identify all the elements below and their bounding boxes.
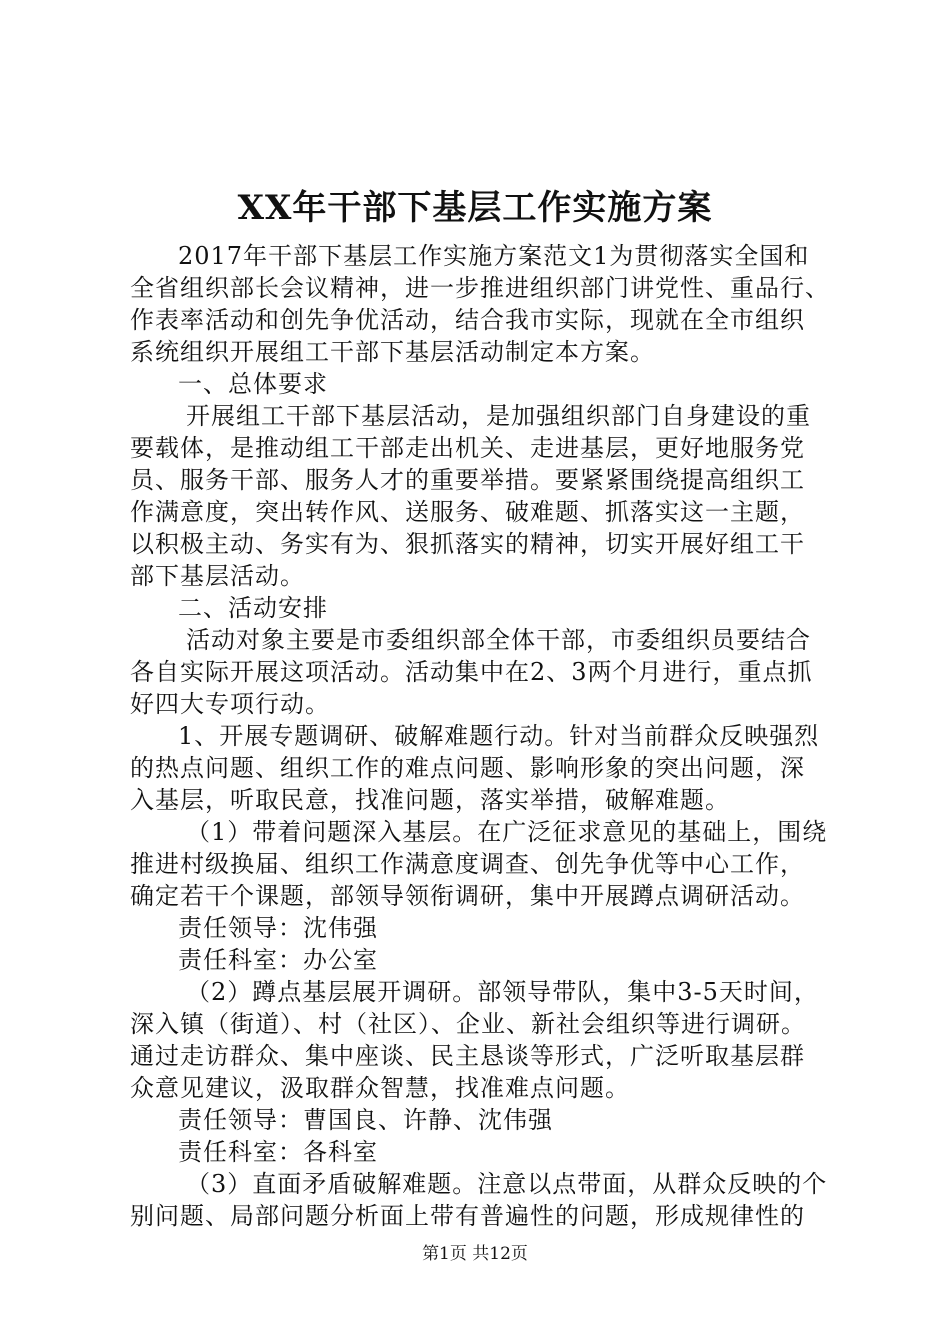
responsibility-line: 责任科室：办公室: [178, 946, 378, 974]
paragraph-line: 别问题、局部问题分析面上带有普遍性的问题，形成规律性的: [130, 1202, 805, 1230]
paragraph-line: 系统组织开展组工干部下基层活动制定本方案。: [130, 338, 655, 366]
paragraph-line: 2017年干部下基层工作实施方案范文1为贯彻落实全国和: [178, 242, 810, 270]
paragraph-line: 确定若干个课题，部领导领衔调研，集中开展蹲点调研活动。: [130, 882, 805, 910]
section-heading: 二、活动安排: [178, 594, 328, 622]
paragraph-line: 深入镇（街道）、村（社区）、企业、新社会组织等进行调研。: [130, 1010, 806, 1038]
paragraph-line: 的热点问题、组织工作的难点问题、影响形象的突出问题，深: [130, 754, 805, 782]
responsibility-line: 责任领导：曹国良、许静、沈伟强: [178, 1106, 553, 1134]
paragraph-line: 要载体，是推动组工干部走出机关、走进基层，更好地服务党: [130, 434, 805, 462]
paragraph-line: 众意见建议，汲取群众智慧，找准难点问题。: [130, 1074, 630, 1102]
page-footer: 第1页 共12页: [422, 1244, 528, 1264]
section-heading: 一、总体要求: [178, 370, 328, 398]
paragraph-line: 员、服务干部、服务人才的重要举措。要紧紧围绕提高组织工: [130, 466, 805, 494]
paragraph-line: （2）蹲点基层展开调研。部领导带队，集中3-5天时间，: [186, 978, 819, 1006]
paragraph-line: 推进村级换届、组织工作满意度调查、创先争优等中心工作，: [130, 850, 805, 878]
paragraph-line: （1）带着问题深入基层。在广泛征求意见的基础上，围绕: [186, 818, 828, 846]
paragraph-line: 全省组织部长会议精神，进一步推进组织部门讲党性、重品行、: [130, 274, 830, 302]
paragraph-line: 作表率活动和创先争优活动，结合我市实际，现就在全市组织: [130, 306, 805, 334]
paragraph-line: 作满意度，突出转作风、送服务、破难题、抓落实这一主题，: [130, 498, 805, 526]
paragraph-line: 入基层，听取民意，找准问题，落实举措，破解难题。: [130, 786, 730, 814]
paragraph-line: 活动对象主要是市委组织部全体干部，市委组织员要结合: [186, 626, 811, 654]
paragraph-line: 部下基层活动。: [130, 562, 305, 590]
paragraph-line: 通过走访群众、集中座谈、民主恳谈等形式，广泛听取基层群: [130, 1042, 805, 1070]
paragraph-line: 开展组工干部下基层活动，是加强组织部门自身建设的重: [186, 402, 811, 430]
document-title: XX年干部下基层工作实施方案: [237, 188, 713, 228]
paragraph-line: 好四大专项行动。: [130, 690, 330, 718]
paragraph-line: 以积极主动、务实有为、狠抓落实的精神，切实开展好组工干: [130, 530, 805, 558]
document-body: [130, 240, 850, 1232]
responsibility-line: 责任领导：沈伟强: [178, 914, 378, 942]
paragraph-line: 1、开展专题调研、破解难题行动。针对当前群众反映强烈: [178, 722, 820, 750]
responsibility-line: 责任科室：各科室: [178, 1138, 378, 1166]
paragraph-line: （3）直面矛盾破解难题。注意以点带面，从群众反映的个: [186, 1170, 828, 1198]
paragraph-line: 各自实际开展这项活动。活动集中在2、3两个月进行，重点抓: [130, 658, 813, 686]
